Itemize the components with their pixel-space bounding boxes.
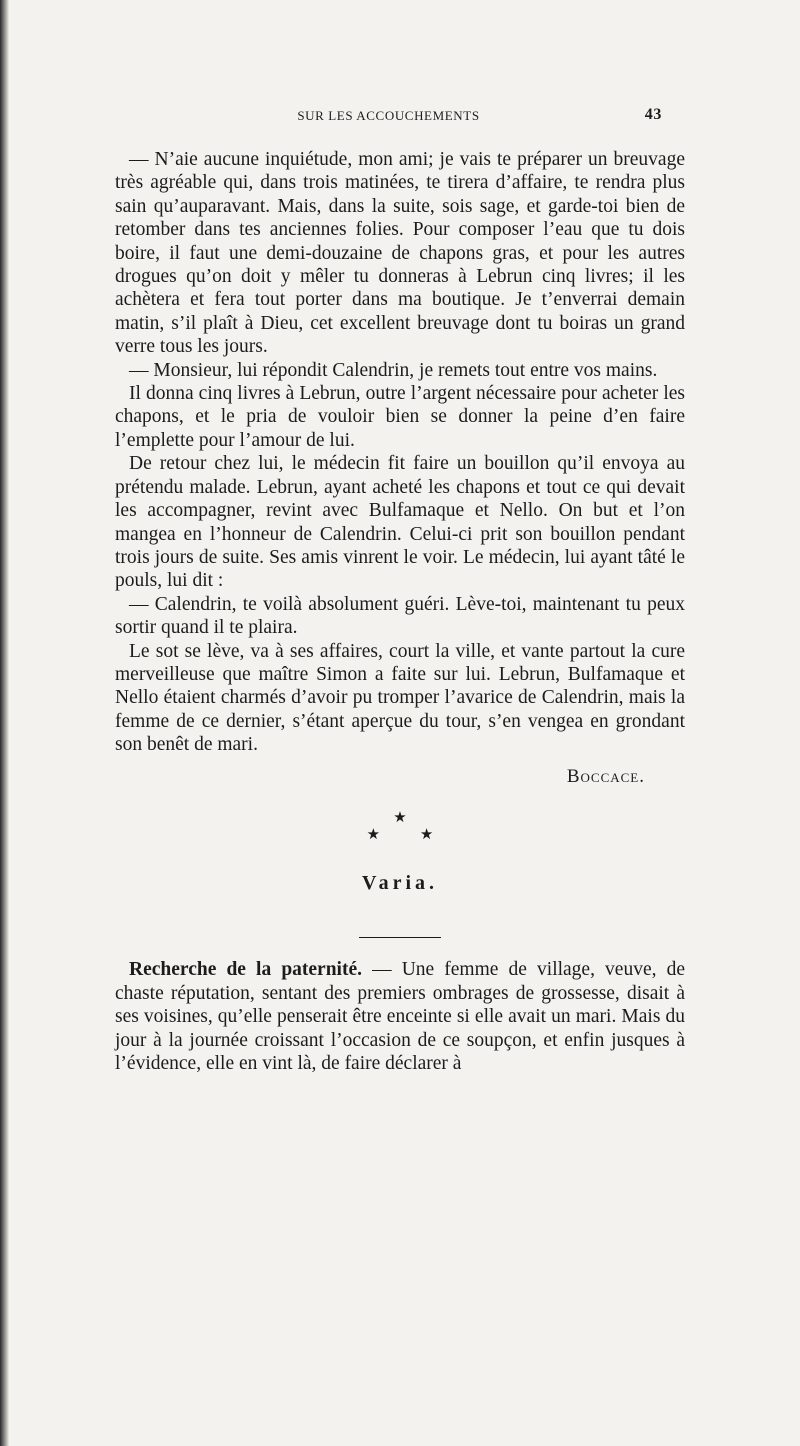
page-edge [0,0,9,1446]
page-number: 43 [644,106,662,123]
section-text: — Une femme de village, veuve, de chaste réputation, sentant des premiers ombrages de grossesse, disait à ses voisines, qu’elle penserait être enceinte si elle avait un mari. Mais du jour à la journée croissant l’occasion de ce soupçon, et enfin jusques à l’évidence, elle en vint là, de faire déclarer à [115,959,685,1074]
paragraph: Le sot se lève, va à ses affaires, court la ville, et vante partout la cure merveilleuse que maître Simon a faite sur lui. Lebrun, Bulfamaque et Nello étaient charmés d’avoir pu tromper l’avarice de Calendrin, mais la femme de ce dernier, s’étant aperçue du tour, s’en vengea en grondant son benêt de mari. [115,640,685,756]
paragraph: — Monsieur, lui répondit Calendrin, je remets tout entre vos mains. [129,359,658,381]
divider [359,937,441,938]
section-paragraph [115,958,685,1075]
author-signature: Boccace. [566,765,645,787]
paragraph: — N’aie aucune inquiétude, mon ami; je vais te préparer un breuvage très agréable qui, dans trois matinées, te tirera d’affaire, te rendra plus sain qu’auparavant. Mais, dans la suite, sois sage, et garde-toi bien de retomber dans tes anciennes folies. Pour composer l’eau que tu dois boire, il faut une demi-douzaine de chapons gras, et pour les autres drogues qu’on doit y mêler tu donneras à Lebrun cinq livres; il les achètera et fera tout porter dans ma boutique. Je t’enverrai demain matin, s’il plaît à Dieu, cet excellent breuvage dont tu boiras un grand verre tous les jours. [115,149,685,358]
paragraph: Il donna cinq livres à Lebrun, outre l’argent nécessaire pour acheter les chapons, et le pria de vouloir bien se donner la peine d’en faire l’emplette pour l’amour de lui. [115,383,685,451]
star-icon: ★ [393,809,407,826]
paragraph: — Calendrin, te voilà absolument guéri. Lève-toi, maintenant tu peux sortir quand il te plaira. [115,593,685,639]
section-title: Varia. [361,871,439,894]
running-head [115,108,662,128]
running-title: SUR LES ACCOUCHEMENTS [297,108,480,123]
paragraph: De retour chez lui, le médecin fit faire un bouillon qu’il envoya au prétendu malade. Lebrun, ayant acheté les chapons et tout ce qui devait les accompagner, revint avec Bulfamaque et Nello. On but et l’on mangea en l’honneur de Calendrin. Celui-ci prit son bouillon pendant trois jours de suite. Ses amis vinrent le voir. Le médecin, lui ayant tâté le pouls, lui dit : [115,453,685,592]
asterism-separator [115,810,685,844]
star-pair-icon: ★ ★ [366,826,452,843]
page-body [115,148,685,1075]
section-lead: Recherche de la paternité. [129,959,362,981]
